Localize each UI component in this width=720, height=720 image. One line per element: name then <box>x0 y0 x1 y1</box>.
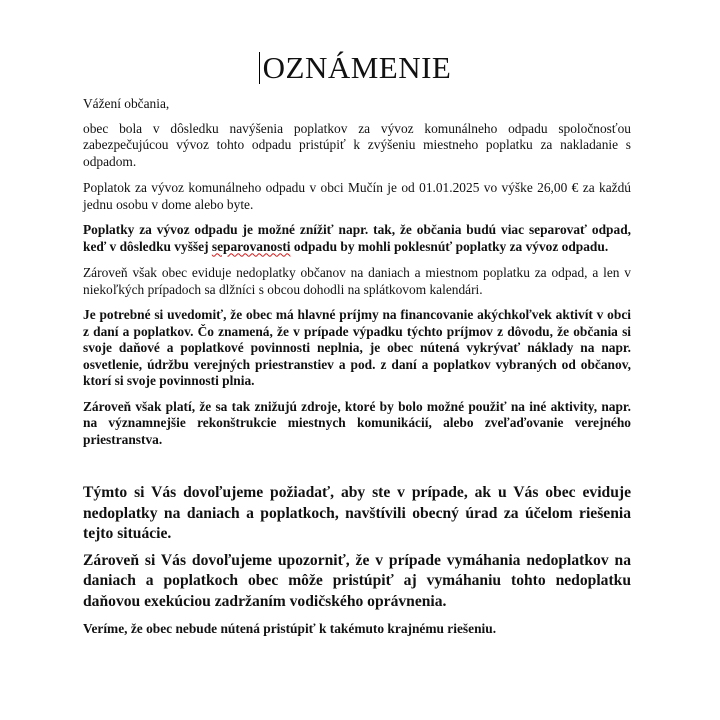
document-title-text: OZNÁMENIE <box>262 50 452 85</box>
spellcheck-flagged-word: separovanosti <box>211 238 291 254</box>
paragraph-warning: Zároveň si Vás dovoľujeme upozorniť, že v prípade vymáhania nedoplatkov na daniach a poplatkoch obec môže pristúpiť aj vymáhaniu tohto nedoplatku daňovou exekúciou zadržaním vodičského oprávnenia. <box>83 551 631 610</box>
text-cursor <box>259 52 260 84</box>
paragraph-closing: Veríme, že obec nebude nútená pristúpiť k takémuto krajnému riešeniu. <box>83 621 497 636</box>
paragraph-fee-increase: obec bola v dôsledku navýšenia poplatkov za vývoz komunálneho odpadu spoločnosťou zabezpečujúcou vývoz tohto odpadu pristúpiť k zvýšeniu miestneho poplatku za nakladanie s odpadom. <box>83 120 631 169</box>
paragraph-arrears: Zároveň však obec eviduje nedoplatky občanov na daniach a miestnom poplatku za odpad, a len v niekoľkých prípadoch sa dlžníci s obcou dohodli na splátkovom kalendári. <box>83 265 631 297</box>
separation-text-after: odpadu by mohli poklesnúť poplatky za vývoz odpadu. <box>290 238 609 254</box>
paragraph-separation <box>83 222 631 255</box>
title-row <box>83 48 631 88</box>
document-page <box>83 48 631 638</box>
paragraph-resources: Zároveň však platí, že sa tak znižujú zdroje, ktoré by bolo možné použiť na iné aktivity, napr. na významnejšie rekonštrukcie miestnych komunikácií, alebo zveľaďovanie verejného priestranstva. <box>83 398 631 447</box>
document-title <box>263 48 452 88</box>
paragraph-request: Týmto si Vás dovoľujeme požiadať, aby ste v prípade, ak u Vás obec eviduje nedoplatky na daniach a poplatkoch, navštívili obecný úrad za účelom riešenia tejto situácie. <box>83 484 631 542</box>
greeting: Vážení občania, <box>83 96 170 111</box>
paragraph-income: Je potrebné si uvedomiť, že obec má hlavné príjmy na financovanie akýchkoľvek aktivít v obci z daní a poplatkov. Čo znamená, že v prípade výpadku týchto príjmov z dôvodu, že občania si svoje daňové a poplatkové povinnosti neplnia, je obec nútená vykrývať náklady na napr. osvetlenie, údržbu verejných priestranstiev a pod. z daní a poplatkov vybraných od občanov, ktorí si svoje povinnosti plnia. <box>83 307 631 388</box>
separation-text-before: Poplatky za vývoz odpadu je možné znížiť napr. tak, že občania budú viac separovať odpad, keď v dôsledku vyššej <box>83 222 631 254</box>
paragraph-fee-amount: Poplatok za vývoz komunálneho odpadu v obci Mučín je od 01.01.2025 vo výške 26,00 € za každú jednu osobu v dome alebo byte. <box>83 180 631 212</box>
